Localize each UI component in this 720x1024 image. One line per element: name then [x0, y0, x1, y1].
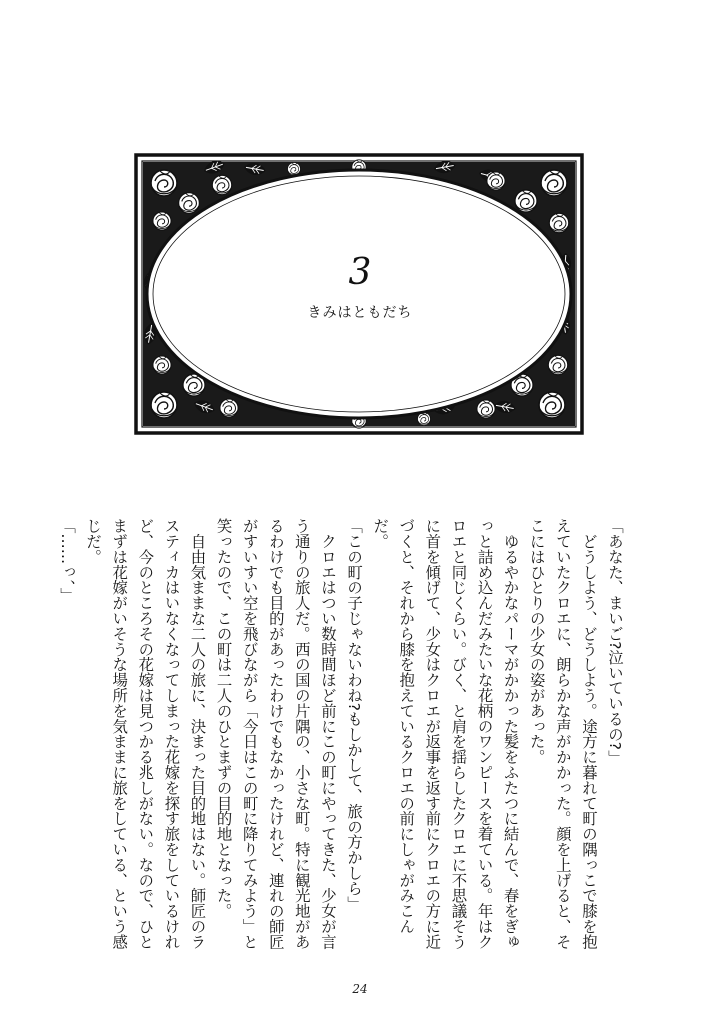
- body-text: [54, 518, 628, 958]
- paragraph: 自由気ままな二人の旅に、決まった目的地はない。師匠のラスティカはいなくなってしまった花嫁を探す旅をしているけれど、今のところその花嫁は見つかる兆しがない。なので、ひとまずは花嫁がいそうな場所を気ままに旅をしている、という感じだ。: [84, 518, 207, 950]
- ornamental-rose-frame: [134, 153, 584, 435]
- page-number: 24: [352, 982, 368, 996]
- chapter-title: きみはともだち: [307, 305, 413, 321]
- paragraph: 「……っ、」: [58, 518, 77, 603]
- chapter-number: 3: [348, 252, 372, 293]
- paragraph: 「あなた、まいご?泣いているの?」: [606, 518, 624, 766]
- paragraph: ゆるやかなパーマがかかった髪をふたつに結んで、春をぎゅっと詰め込んだみたいな花柄のワンピースを着ている。年はクロエと同じくらい。びく、と肩を揺らしたクロエに不思議そうに首を傾げて、少女はクロエが返事を返す前にクロエの方に近づくと、それから膝を抱えているクロエの前にしゃがみこんだ。: [371, 518, 520, 950]
- paragraph: クロエはつい数時間ほど前にこの町にやってきた、少女が言う通りの旅人だ。西の国の片隅の、小さな町。特に観光地があるわけでも目的があったわけでもなかったけれど、連れの師匠がすいすい空を飛びながら「今日はこの町に降りてみよう」と笑ったので、この町は二人のひとまずの目的地となった。: [214, 518, 337, 950]
- paragraph: 「この町の子じゃないわね?もしかして、旅の方かしら」: [345, 518, 364, 912]
- paragraph: どうしよう、どうしよう。途方に暮れて町の隅っこで膝を抱えていたクロエに、朗らかな声がかかった。顔を上げると、そこにはひとりの少女の姿があった。: [527, 518, 598, 950]
